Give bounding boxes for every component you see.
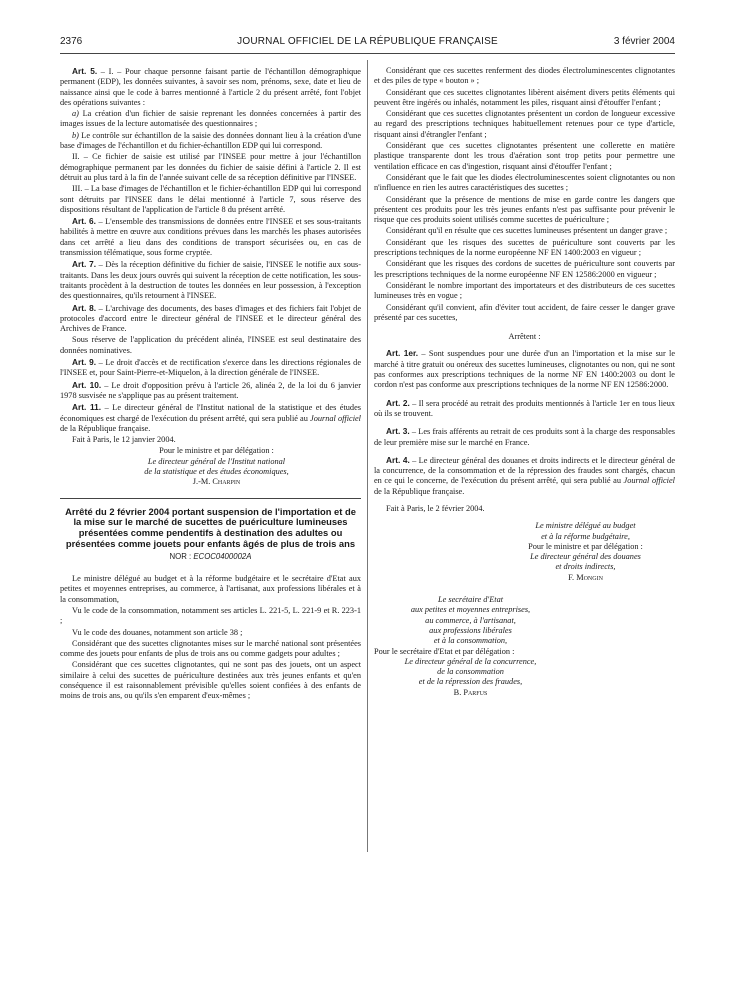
considerant: Considérant que ces sucettes clignotantes présentent une collerette en matière plastique transparente dont les trous d'aération sont trop petits pour permettre une ventilation efficace en cas d'ingestion, risquant ainsi d'étouffer l'enfant ;: [374, 141, 675, 171]
decree-visa-2: Vu le code des douanes, notamment son article 38 ;: [72, 627, 243, 637]
decree-considerant-1: Considérant que des sucettes clignotantes mises sur le marché national sont présentées comme des jouets pour enfants de plus de trois ans ou comme gadgets pour adultes ;: [60, 638, 361, 659]
header-rule: [60, 53, 675, 54]
director-signature-block: Le directeur général de la concurrence, de la consommation et de la répression des fraudes, B. Parfus: [374, 657, 675, 698]
signature-delegation: Pour le ministre et par délégation :: [159, 446, 274, 456]
article-heading: Art. 10.: [72, 379, 102, 390]
arretent-heading: Arrêtent :: [508, 332, 541, 342]
issue-date: 3 février 2004: [613, 36, 675, 47]
article-heading: Art. 7.: [72, 259, 97, 270]
done-at: Fait à Paris, le 12 janvier 2004.: [72, 435, 176, 445]
decree-article-3: Art. 3. – Les frais afférents au retrait de ces produits sont à la charge des responsables de leur première mise sur le marché en France.: [374, 426, 675, 447]
decree-article-4: Art. 4. – Le directeur général des douanes et droits indirects et le directeur général de la concurrence, de la consommation et de la répression des fraudes sont chargés, chacun en ce qui le concerne, de l'exécution du présent arrêté, qui sera publié au Journal officiel de la République française.: [374, 454, 675, 496]
article-5: Art. 5. – I. – Pour chaque personne faisant partie de l'échantillon démographique permanent (EDP), les données suivantes, à savoir ses nom, prénoms, sexe, date et lieu de naissance ainsi que le code à barres mentionné à l'article 2 du présent arrêté, font l'objet des opérations suivantes :: [60, 66, 361, 107]
considerant: Considérant que les risques des cordons de sucettes de puériculture sont couverts par les prescriptions techniques de la norme européenne NF EN 12586:2000 en vigueur ;: [374, 259, 675, 279]
article-heading: Art. 11.: [72, 402, 102, 413]
article-6: Art. 6. – L'ensemble des transmissions de données entre l'INSEE et ses sous-traitants habilités à mettre en œuvre aux conditions prévues dans les marchés les phases autorisées dans cet arrêté a lieu dans des conditions de transport sécurisées ou, en cas de transmission télématique, sous forme cryptée.: [60, 216, 362, 258]
minister-signature-block: Le ministre délégué au budget et à la réforme budgétaire, Pour le ministre et par délégation : Le directeur général des douanes et droits indirects, F. Mongin: [374, 521, 675, 583]
journal-title: JOURNAL OFFICIEL DE LA RÉPUBLIQUE FRANÇAISE: [237, 36, 498, 47]
considerant: Considérant que la présence de mentions de mise en garde contre les dangers que présentent ces produits pour les très jeunes enfants n'est pas suffisante pour prévenir le risque que ces produits soient utilisés comme sucettes de puériculture ;: [374, 194, 675, 225]
signature-title-2: de la statistique et des études économiques,: [144, 466, 289, 476]
decree-done-at: Fait à Paris, le 2 février 2004.: [386, 503, 485, 513]
article-10: Art. 10. – Le droit d'opposition prévu à l'article 26, alinéa 2, de la loi du 6 janvier 1978 susvisée ne s'applique pas au présent traitement.: [60, 379, 361, 400]
considerant: Considérant que les risques des sucettes de puériculture sont couverts par les prescriptions techniques de la norme européenne NF EN 1400:2003 en vigueur ;: [374, 237, 675, 258]
decree-article-1: Art. 1er. – Sont suspendues pour une durée d'un an l'importation et la mise sur le marché à titre gratuit ou onéreux des sucettes lumineuses, clignotantes ou non, qui ne sont pas conformes aux prescriptions techniques de la norme NF EN 1400:2003 ou dont le cordon n'est pas conforme aux prescriptions techniques de la norme NF EN 12586:2000.: [374, 348, 675, 390]
article-7: Art. 7. – Dès la réception définitive du fichier de saisie, l'INSEE le notifie aux sous-traitants. Dans les deux jours ouvrés qui suivent la réception de cette notification, les sous-traitants procèdent à la destruction de toutes les données en leur possession, à l'exception des questionnaires, qu'ils retournent à l'INSEE.: [60, 259, 361, 301]
section-separator: [60, 498, 361, 499]
decree-preamble: Le ministre délégué au budget et à la réforme budgétaire et le secrétaire d'Etat aux petites et moyennes entreprises, au commerce, à l'artisanat, aux professions libérales et à la consommation,: [60, 574, 361, 604]
nor-reference: NOR : ECOC0400002A: [169, 551, 252, 561]
decree-article-2: Art. 2. – Il sera procédé au retrait des produits mentionnés à l'article 1er en tous lieux où ils se trouvent.: [374, 397, 675, 418]
decree-considerant-2: Considérant que ces sucettes clignotantes, qui ne sont pas des jouets, ont un aspect similaire à celui des sucettes de puériculture destinées aux très jeunes enfants et qu'en conséquence il est raisonnablement prévisible qu'elles soient confiées à des enfants de moins de trois ans, ou qu'ils s'en emparent d'eux-mêmes ;: [60, 660, 361, 701]
decree-title: Arrêté du 2 février 2004 portant suspension de l'importation et de la mise sur le marché de sucettes de puériculture lumineuses présentées comme pendentifs à destination des adultes ou présentées comme jouets pour enfants âgés de plus de trois ans: [65, 505, 356, 549]
left-column: [60, 66, 361, 703]
considerant: Considérant qu'il en résulte que ces sucettes lumineuses présentent un danger grave ;: [386, 226, 668, 236]
right-column: Considérant que ces sucettes renferment des diodes électroluminescentes clignotantes et des piles de type « bouton » ; Considérant que ces sucettes clignotantes libèrent aisément divers petits éléments qui peuvent être ingérés ou inhalés, notamment les piles, risquant ainsi d'étouffer l'enfant ; Considérant que ces sucettes clignotantes présentent un cordon de longueur excessive au regard des prescriptions techniques habituellement retenues pour ce type d'article, risquant ainsi d'étrangler l'enfant ; Considérant que ces sucettes clignotantes présentent une collerette en matière plastique transparente dont les trous d'aération sont trop petits pour permettre une ventilation efficace en cas d'ingestion, risquant ainsi d'étouffer l'enfant ; Considérant que le fait que les diodes électroluminescentes soient clignotantes ou non n'influence en rien les autres caractéristiques des sucettes ; Considérant que la présence de mentions de mise en garde contre les dangers que présentent ces produits pour les très jeunes enfants n'est pas suffisante pour prévenir le risque que ces produits soient utilisés comme sucettes de puériculture ; Considérant qu'il en résulte que ces sucettes lumineuses présentent un danger grave ; Considérant que les risques des sucettes de puériculture sont couverts par les prescriptions techniques de la norme européenne NF EN 1400:2003 en vigueur ; Considérant que les risques des cordons de sucettes de puériculture sont couverts par les prescriptions techniques de la norme européenne NF EN 12586:2000 en vigueur ; Considérant le nombre important des importateurs et des distributeurs de ces sucettes lumineuses très en vogue ; Considérant qu'il convient, afin d'éviter tout accident, de faire cesser le danger grave présenté par ces sucettes, Arrêtent : Art. 1er. – Sont suspendues pour une durée d'un an l'importation et la mise sur le marché à titre gratuit ou onéreux des sucettes lumineuses, clignotantes ou non, qui ne sont pas conformes aux prescriptions techniques de la norme NF EN 1400:2003 ou dont le cordon n'est pas conforme aux prescriptions techniques de la norme NF EN 12586:2000. Art. 2. – Il sera procédé au retrait des produits mentionnés à l'article 1er en tous lieux où ils se trouvent. Art. 3. – Les frais afférents au retrait de ces produits sont à la charge des responsables de leur première mise sur le marché en France. Art. 4. – Le directeur général des douanes et droits indirects et le directeur général de la concurrence, de la consommation et de la répression des fraudes sont chargés, chacun en ce qui le concerne, de l'exécution du présent arrêté, qui sera publié au Journal officiel de la République française. Fait à Paris, le 2 février 2004. Le ministre délégué au budget et à la réforme budgétaire, Pour le ministre et par délégation : Le directeur général des douanes et droits indirects, F. Mongin Le secrétaire d'Etat aux petites et moyennes entreprises, au commerce, à l'artisanat, aux professions libérales et à la consommation, Pour le secrétaire d'Etat et par délégation : Le directeur général de la concurrence, de la consommation et de la répression des fraudes, B. Parfus: [374, 66, 675, 697]
article-heading: Art. 9.: [72, 357, 97, 368]
considerant: Considérant qu'il convient, afin d'éviter tout accident, de faire cesser le danger grave présenté par ces sucettes,: [374, 302, 675, 322]
signature-title-1: Le directeur général de l'Institut national: [147, 456, 286, 466]
considerant: Considérant que ces sucettes clignotantes présentent un cordon de longueur excessive au regard des prescriptions techniques habituellement retenues pour ce type d'article, risquant ainsi d'étrangler l'enfant ;: [374, 109, 675, 139]
article-8-paragraph-2: Sous réserve de l'application du précédent alinéa, l'INSEE est seul destinataire des données nominatives.: [60, 335, 361, 355]
article-heading: Art. 8.: [72, 302, 97, 313]
considerant: Considérant que ces sucettes clignotantes libèrent aisément divers petits éléments qui peuvent être ingérés ou inhalés, notamment les piles, risquant ainsi d'étouffer l'enfant ;: [374, 87, 675, 107]
considerant: Considérant que le fait que les diodes électroluminescentes soient clignotantes ou non n'influence en rien les autres caractéristiques des sucettes ;: [374, 172, 675, 193]
article-8: Art. 8. – L'archivage des documents, des bases d'images et des fichiers fait l'objet de protocoles d'accord entre le directeur général de l'INSEE et le directeur général des Archives de France.: [60, 302, 361, 334]
article-heading: Art. 1er.: [386, 348, 419, 359]
signatory-name: F. Mongin: [568, 572, 603, 582]
secretary-signature-block: Le secrétaire d'Etat aux petites et moyennes entreprises, au commerce, à l'artisanat, aux professions libérales et à la consommation,: [410, 595, 531, 646]
considerant: Considérant que ces sucettes renferment des diodes électroluminescentes clignotantes et des piles de type « bouton » ;: [374, 66, 675, 86]
article-heading: Art. 5.: [72, 66, 98, 76]
article-5-section-2: II. – Ce fichier de saisie est utilisé par l'INSEE pour mettre à jour l'échantillon démographique permanent par les données du fichier de saisie défini à l'article 2. Il est détruit au plus tard à la fin de l'année suivant celle de sa réception définitive par l'INSEE.: [60, 152, 361, 182]
article-heading: Art. 3.: [386, 426, 410, 437]
considerant: Considérant le nombre important des importateurs et des distributeurs de ces sucettes lumineuses très en vogue ;: [374, 280, 675, 301]
article-heading: Art. 4.: [386, 454, 410, 465]
article-5-item-a: a) La création d'un fichier de saisie reprenant les données concernées à partir des images issues de la lecture automatisée des questionnaires ;: [60, 109, 361, 129]
signatory-name: J.-M. Charpin: [192, 477, 241, 487]
page-number: 2376: [60, 36, 83, 47]
article-heading: Art. 6.: [72, 216, 96, 227]
article-9: Art. 9. – Le droit d'accès et de rectification s'exerce dans les directions régionales de l'INSEE et, pour Saint-Pierre-et-Miquelon, à la direction générale de l'INSEE.: [60, 357, 361, 378]
decree-visa-1: Vu le code de la consommation, notamment ses articles L. 221-5, L. 221-9 et R. 223-1 ;: [60, 605, 361, 626]
page-header: [60, 36, 675, 50]
article-heading: Art. 2.: [386, 397, 410, 408]
article-5-item-b: b) Le contrôle sur échantillon de la saisie des données donnant lieu à la création d'une base d'images de l'échantillon et du fichier-échantillon EDP qui lui correspond.: [60, 130, 361, 151]
signatory-name: B. Parfus: [453, 687, 488, 697]
column-divider: [367, 60, 368, 852]
article-5-section-3: III. – La base d'images de l'échantillon et le fichier-échantillon EDP qui lui correspond sont détruits par l'INSEE dans le délai mentionné à l'article 7, sous réserve des dispositions résultant de l'application de l'article 8 du présent arrêté.: [60, 184, 361, 214]
article-11: Art. 11. – Le directeur général de l'Institut national de la statistique et des études économiques est chargé de l'exécution du présent arrêté, qui sera publié au Journal officiel de la République française.: [60, 402, 361, 433]
